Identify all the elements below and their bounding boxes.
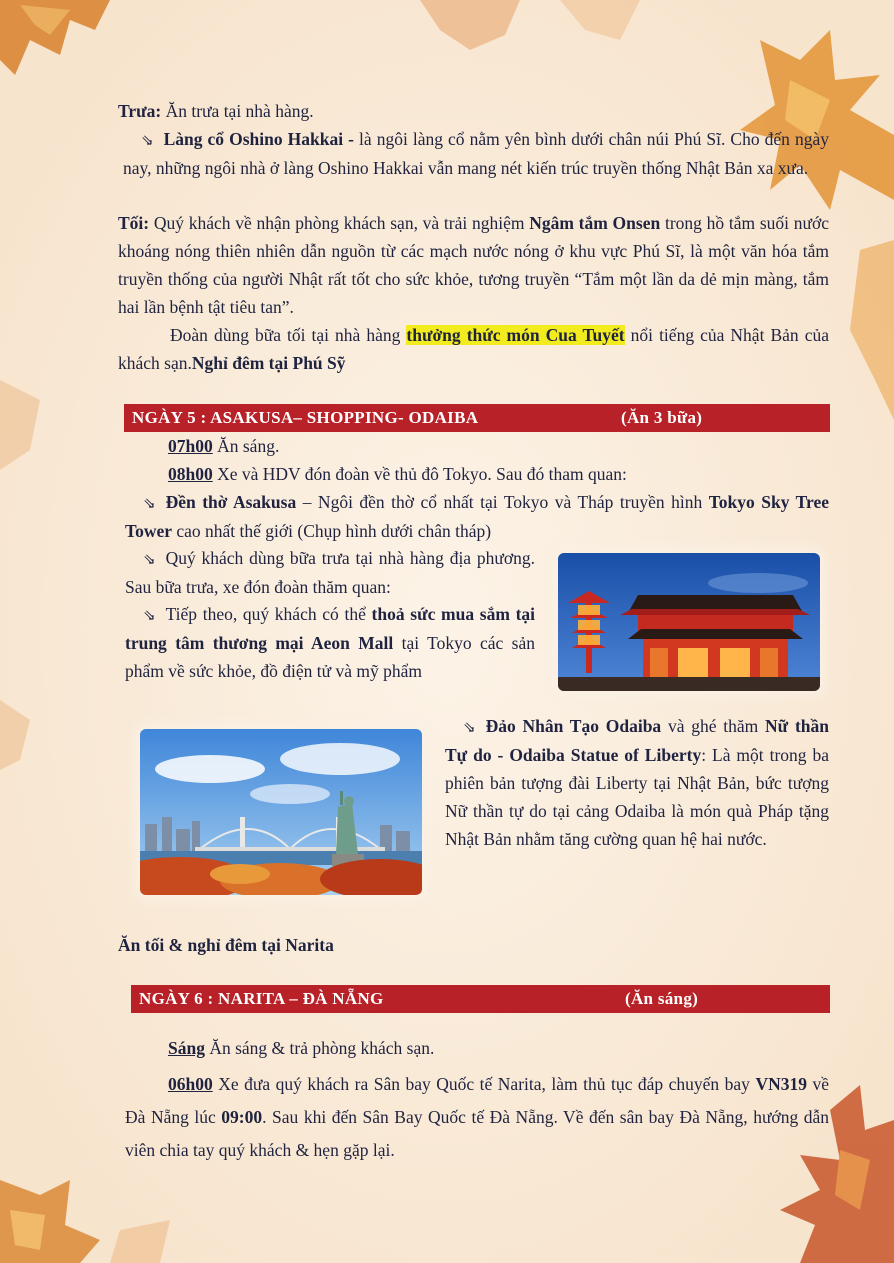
day6-flight-paragraph (125, 1068, 829, 1167)
flight-text: Xe đưa quý khách ra Sân bay Quốc tế Narita, làm thủ tục đáp chuyến bay (212, 1074, 756, 1094)
asakusa-paragraph (125, 488, 829, 545)
day5-title: NGÀY 5 : ASAKUSA– SHOPPING- ODAIBA (132, 408, 479, 427)
arrow-bullet-icon: ⇘ (143, 550, 156, 568)
asakusa-text: – Ngôi đền thờ cổ nhất tại Tokyo và Tháp truyền hình (296, 492, 709, 512)
time-0700: 07h00 (168, 436, 213, 456)
dinner-paragraph (118, 321, 829, 377)
evening-text-cont: trong hồ tắm suối nước khoáng nóng thiên nhiên dẫn nguồn từ các mạch nước nóng ở khu vực Phú Sĩ, là một văn hóa tắm truyền thống của người Nhật rất tốt cho sức khỏe, tương truyền “Tắm một lần da dẻ mịn màng, tắm hai lần bệnh tật tiêu tan”. (118, 213, 829, 317)
asakusa-name: Đền thờ Asakusa (165, 492, 297, 512)
evening-paragraph (118, 209, 829, 321)
day5-pickup-text: Xe và HDV đón đoàn về thủ đô Tokyo. Sau đó tham quan: (212, 464, 627, 484)
time-0600: 06h00 (168, 1074, 213, 1094)
day5-banner (124, 404, 830, 432)
time-0800: 08h00 (168, 464, 213, 484)
evening-label: Tối: (118, 213, 150, 233)
flight-text-end: . Sau khi đến Sân Bay Quốc tế Đà Nẵng. Về đến sân bay Đà Nẵng, hướng dẫn viên chia tay quý khách & hẹn gặp lại. (125, 1107, 829, 1160)
lunch-label: Trưa: (118, 101, 162, 121)
narita-overnight-text: Ăn tối & nghỉ đêm tại Narita (118, 935, 334, 955)
skytree-name: Tokyo Sky Tree Tower (125, 492, 829, 541)
liberty-name: Nữ thần Tự do - Odaiba Statue of Liberty (445, 716, 829, 765)
arrow-bullet-icon: ⇘ (463, 718, 476, 736)
dinner-highlight: thưởng thức món Cua Tuyết (406, 325, 625, 345)
lunch-text: Ăn trưa tại nhà hàng. (161, 101, 314, 121)
odaiba-statue-photo (140, 729, 422, 895)
day5-breakfast-line (168, 432, 828, 460)
flight-text-cont: về Đà Nẵng lúc (125, 1074, 829, 1127)
day5-meals: (Ăn 3 bữa) (621, 408, 703, 427)
asakusa-text-cont: cao nhất thế giới (Chụp hình dưới chân tháp) (172, 521, 492, 541)
dinner-text-cont: nổi tiếng của Nhật Bản của khách sạn. (118, 325, 829, 373)
overnight-fuji: Nghỉ đêm tại Phú Sỹ (191, 353, 346, 373)
onsen-text: Ngâm tắm Onsen (529, 213, 661, 233)
arrow-bullet-icon: ⇘ (141, 131, 154, 149)
day5-breakfast-text: Ăn sáng. (212, 436, 280, 456)
shopping-paragraph (125, 600, 535, 685)
odaiba-paragraph (445, 712, 829, 853)
shop-text: Tiếp theo, quý khách có thể (165, 604, 372, 624)
odaiba-name: Đảo Nhân Tạo Odaiba (485, 716, 662, 736)
evening-text: Quý khách về nhận phòng khách sạn, và trải nghiệm (149, 213, 530, 233)
day5-lunch-paragraph (125, 544, 535, 601)
day5-pickup-line (168, 460, 828, 488)
oshino-text: là ngôi làng cổ nằm yên bình dưới chân núi Phú Sĩ. Cho đến ngày nay, những ngôi nhà ở làng Oshino Hakkai vẫn mang nét kiến trúc truyền thống Nhật Bản xa xưa. (123, 129, 829, 178)
day6-breakfast-text: Ăn sáng & trả phòng khách sạn. (204, 1038, 435, 1058)
asakusa-temple-photo (558, 553, 820, 691)
time-morning: Sáng (168, 1038, 205, 1058)
flight-time: 09:00 (221, 1107, 263, 1127)
oshino-name: Làng cổ Oshino Hakkai - (163, 129, 354, 149)
oshino-paragraph (123, 125, 829, 182)
arrow-bullet-icon: ⇘ (143, 606, 156, 624)
day6-banner (131, 985, 830, 1013)
arrow-bullet-icon: ⇘ (143, 494, 156, 512)
flight-number: VN319 (755, 1074, 807, 1094)
day6-breakfast-line (168, 1034, 828, 1062)
odaiba-text: và ghé thăm (661, 716, 766, 736)
day5-lunch-text: Quý khách dùng bữa trưa tại nhà hàng địa phương. Sau bữa trưa, xe đón đoàn thăm quan: (125, 548, 535, 597)
day6-title: NGÀY 6 : NARITA – ĐÀ NẴNG (139, 989, 384, 1008)
lunch-line (118, 97, 830, 125)
narita-overnight (118, 931, 829, 959)
aeon-mall-text: thoả sức mua sắm tại trung tâm thương mại Aeon Mall (125, 604, 536, 653)
dinner-text: Đoàn dùng bữa tối tại nhà hàng (170, 325, 407, 345)
day6-meals: (Ăn sáng) (625, 989, 699, 1008)
shop-text-cont: tại Tokyo các sản phẩm về sức khỏe, đồ điện tử và mỹ phẩm (125, 633, 535, 681)
odaiba-text-cont: : Là một trong ba phiên bản tượng đài Liberty tại Nhật Bản, bức tượng Nữ thần tự do tại cảng Odaiba là món quà Pháp tặng Nhật Bản nhằm tăng cường quan hệ hai nước. (445, 745, 829, 849)
